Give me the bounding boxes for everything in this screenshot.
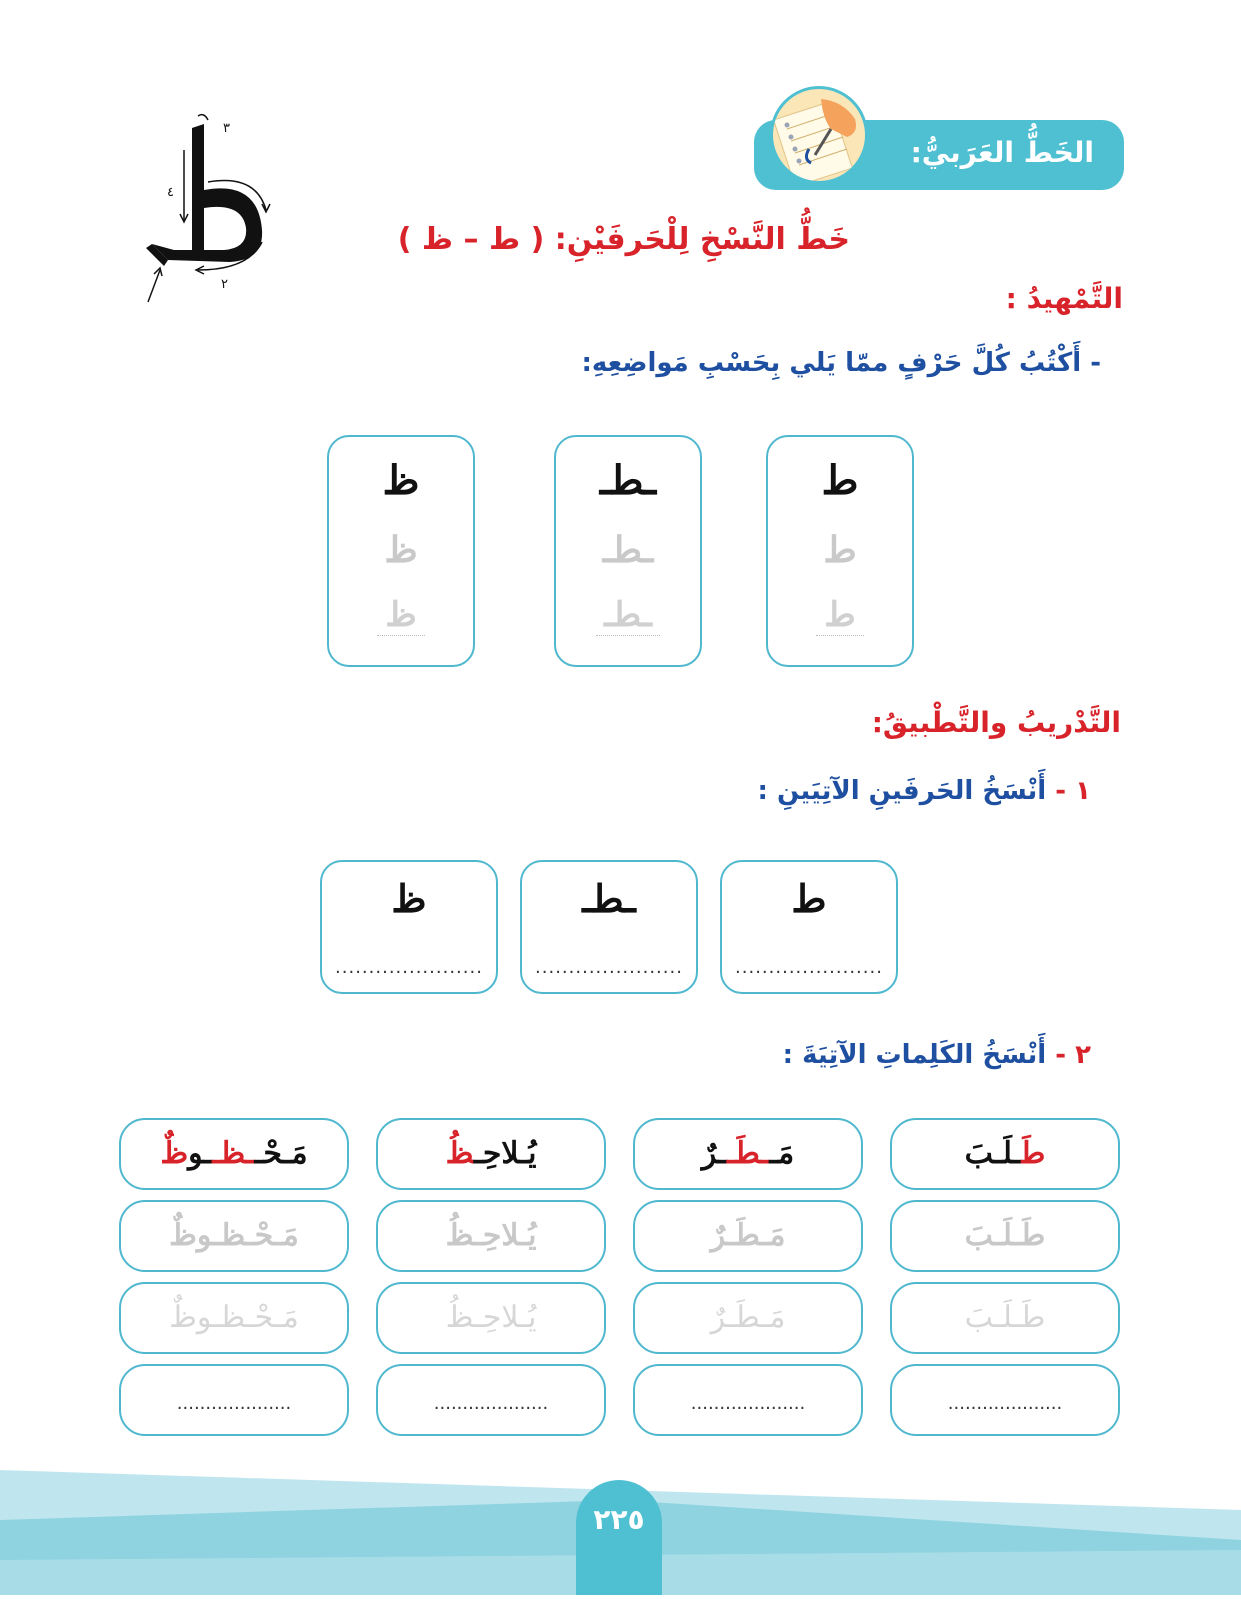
word-gray-yulahiz: يُـلاحِـظُ (376, 1200, 606, 1272)
section-title: الخَطُّ العَرَبيُّ: (910, 136, 1094, 169)
question-number: ٢ - (1055, 1040, 1091, 1070)
intro-heading: التَّمْهيدُ : (1005, 282, 1123, 315)
word-write-line[interactable]: .................... (633, 1364, 863, 1436)
write-line[interactable]: ...................... (535, 957, 683, 978)
word-gray-matar: مَـطَـرٌ (633, 1200, 863, 1272)
letter-form-box-isolated (766, 435, 914, 667)
stroke-number-2: ٢ (221, 277, 228, 292)
word-model-talaba: طَـلَـبَ (890, 1118, 1120, 1190)
word-write-line[interactable]: .................... (890, 1364, 1120, 1436)
letter-trace: ط (816, 595, 863, 636)
letter-main: ـطـ (599, 457, 657, 504)
question-text: أَنْسَخُ الكَلِماتِ الآتِيَةَ : (782, 1040, 1047, 1070)
word-gray-mahzuz: مَـحْـظـوظٌ (119, 1200, 349, 1272)
letter-trace: ـطـ (596, 595, 660, 636)
letter-stroke-guide (138, 110, 278, 310)
copy-letter: ط (791, 876, 827, 921)
copy-letter: ظ (391, 876, 427, 921)
letter-form-box-medial (554, 435, 702, 667)
stroke-number-4: ٤ (167, 185, 174, 200)
page-title: خَطُّ النَّسْخِ لِلْحَرفَيْنِ: ( ط – ظ ) (397, 222, 850, 257)
word-write-line[interactable]: .................... (119, 1364, 349, 1436)
copy-letter-box (320, 860, 498, 994)
letter-gray: ط (823, 529, 857, 571)
question-number: ١ - (1055, 776, 1091, 806)
word-model-yulahiz: يُـلاحِـظُ (376, 1118, 606, 1190)
intro-instruction: - أَكْتُبُ كُلَّ حَرْفٍ ممّا يَلي بِحَسْبِ مَواضِعِهِ: (581, 348, 1101, 378)
word-trace-talaba: طَـلَـبَ (890, 1282, 1120, 1354)
word-model-matar: مَــطَــرٌ (633, 1118, 863, 1190)
write-line[interactable]: ...................... (735, 957, 883, 978)
writing-hand-icon (770, 86, 868, 184)
stroke-number-3: ٣ (223, 121, 230, 136)
question-2 (783, 1040, 1091, 1070)
question-1 (758, 776, 1092, 806)
page-number: ٢٢٥ (576, 1480, 662, 1595)
question-text: أَنْسَخُ الحَرفَينِ الآتِيَينِ : (757, 776, 1047, 806)
word-write-line[interactable]: .................... (376, 1364, 606, 1436)
word-trace-mahzuz: مَـحْـظـوظٌ (119, 1282, 349, 1354)
letter-trace: ظ (377, 595, 424, 636)
copy-letter-box (720, 860, 898, 994)
word-trace-yulahiz: يُـلاحِـظُ (376, 1282, 606, 1354)
word-model-mahzuz: مَـحْــظــوظٌ (119, 1118, 349, 1190)
letter-main: ط (821, 457, 859, 504)
stroke-number-1: ١ (219, 191, 226, 206)
letter-main: ظ (382, 457, 420, 504)
letter-form-box-dha (327, 435, 475, 667)
word-gray-talaba: طَـلَـبَ (890, 1200, 1120, 1272)
write-line[interactable]: ...................... (335, 957, 483, 978)
copy-letter: ـطـ (582, 876, 636, 921)
letter-gray: ـطـ (602, 529, 654, 571)
word-trace-matar: مَـطَـرٌ (633, 1282, 863, 1354)
practice-heading: التَّدْريبُ والتَّطْبيقُ: (871, 706, 1121, 739)
letter-gray: ظ (384, 529, 418, 571)
copy-letter-box (520, 860, 698, 994)
